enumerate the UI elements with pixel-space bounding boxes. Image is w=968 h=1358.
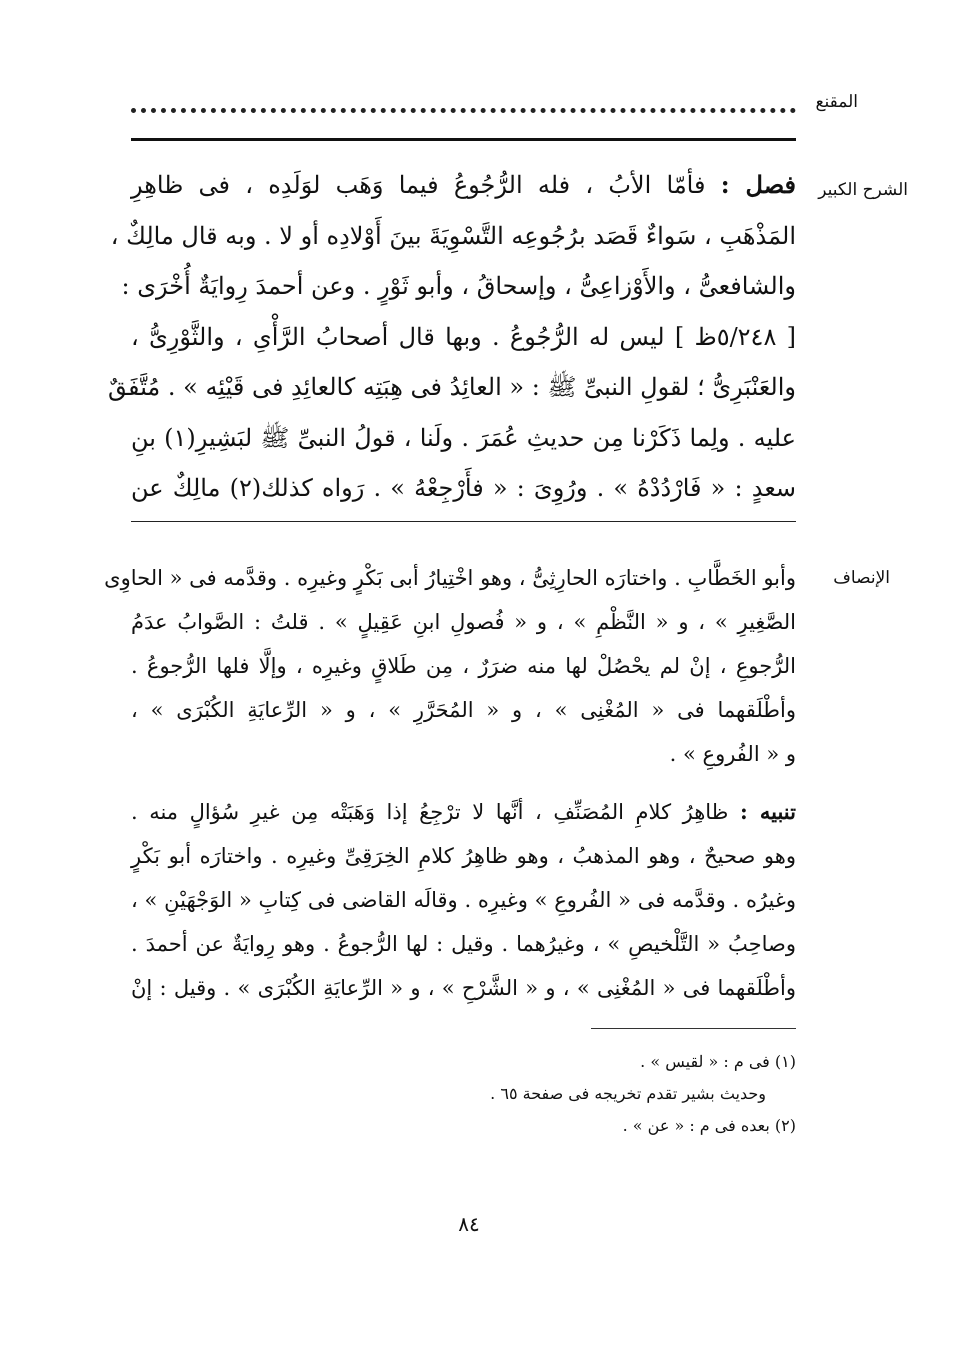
book-title-label: المقنع [815,92,858,112]
sharh-line-text: فأمّا الأبُ ، فله الرُّجُوعُ فيما وَهَب لوَلَدِه ، فى ظاهِرِ [131,171,706,199]
sharh-line: [ ٥/٢٤٨ظ ] ليس له الرُّجُوعُ . وبها قال أصحابُ الرَّأْىِ ، والثَّوْرِىُّ ، [131,322,796,351]
sharh-section-label: الشرح الكبير [818,180,908,200]
tanbih-heading: تنبيه : [739,799,796,824]
insaf-line: و « الفُروعِ » . [669,742,796,766]
header-solid-rule [131,138,796,141]
insaf-line [131,790,796,834]
sharh-line: عليه . ولِما ذَكَرْنا مِن حديثِ عُمَرَ . ولَنا ، قولُ النبىِّ ﷺ لبَشِيرِ(١) بنِ [131,423,796,452]
sharh-line [131,160,796,211]
sharh-line: المَذْهَبِ ، سَواءٌ قَصَد برُجُوعِه التَّسْوِيَةَ بينَ أَوْلادِه أو لا . وبه قال مالِكٌ ، [110,221,796,250]
insaf-line: الرُّجوعِ ، إنْ لم يحْصُلْ لها منه ضرَرٌ ، مِن طَلاقٍ وغيرِه ، وإلَّا فلها الرُّجوعُ . [131,654,796,678]
footnote-2: (٢) بعده فى م : « عن » . [622,1116,796,1135]
header-dotted-rule [131,108,796,113]
sharh-line: سعدٍ : « فَارْدُدْهُ » . ورُوِىَ : « فأَرْجِعْهُ » . رَواه كذلك(٢) مالِكٌ عن [131,474,797,502]
footnotes [236,1046,796,1142]
insaf-section-label: الإنصاف [833,568,890,588]
sharh-line: والشافعىُّ ، والأَوْزاعِىُّ ، وإسحاقُ ، وأبو ثَوْرٍ . وعن أحمدَ رِوايَةٌ أُخْرَى : [121,272,796,300]
footnote-1: (١) فى م : « لقيس » . [640,1052,796,1071]
paragraph-gap [131,776,796,790]
fasl-heading: فصل : [720,170,796,199]
insaf-text-block [104,556,796,1010]
page-number: ٨٤ [458,1212,480,1236]
sharh-text-block [108,160,797,514]
insaf-line: وأطْلَقهما فى « المُغْنِى » ، و « المُحَرَّرِ » ، و « الرِّعايَةِ الكُبْرَى » ، [131,698,796,722]
section-divider-rule [131,521,796,522]
insaf-line: وغيرُه . وقدَّمه فى « الفُروعِ » وغيرِه . وقالَه القاضى فى كِتابِ « الوَجْهَيْنِ » ، [131,888,796,912]
insaf-line-text: ظاهِرُ كلامِ المُصَنِّفِ ، أنَّها لا ترْجِعُ إذا وَهَبَتْه مِن غيرِ سُؤالٍ منه . [131,800,729,824]
insaf-line: وهو صحيحٌ ، وهو المذهبُ ، وهو ظاهِرُ كلامِ الخِرَقِىِّ وغيرِه . واختارَه أبو بَكْرٍ [131,844,796,868]
insaf-line: الصَّغِيرِ » ، و « النَّظْمِ » ، و « فُصولِ ابنِ عَقِيلٍ » . قلتُ : الصَّوابُ عدَمُ [131,610,796,634]
insaf-line: وصاحِبُ « التَّلْخيصِ » ، وغيرُهما . وقيل : لها الرُّجوعُ . وهو رِوايَةٌ عن أحمدَ . [131,932,796,956]
sharh-line: والعَنْبَرِىُّ ؛ لقولِ النبىِّ ﷺ : « العائِدُ فى هِبَتِه كالعائِدِ فى قَيْئِه » . مُتَّفَقٌ [108,373,796,401]
footnote-rule [591,1028,796,1029]
insaf-line: وأطْلَقهما فى « المُغْنِى » ، و « الشَّرْحِ » ، و « الرِّعايَةِ الكُبْرَى » . وقيل : إنْ [131,976,796,1000]
insaf-line: وأبو الخَطَّابِ . واختارَه الحارِثِىُّ ، وهو اخْتِيارُ أبى بَكْرٍ وغيرِه . وقدَّمه فى « الحاوِى [104,566,796,590]
footnote-1-continuation: وحديث بشير تقدم تخريجه فى صفحة ٦٥ . [490,1084,766,1103]
